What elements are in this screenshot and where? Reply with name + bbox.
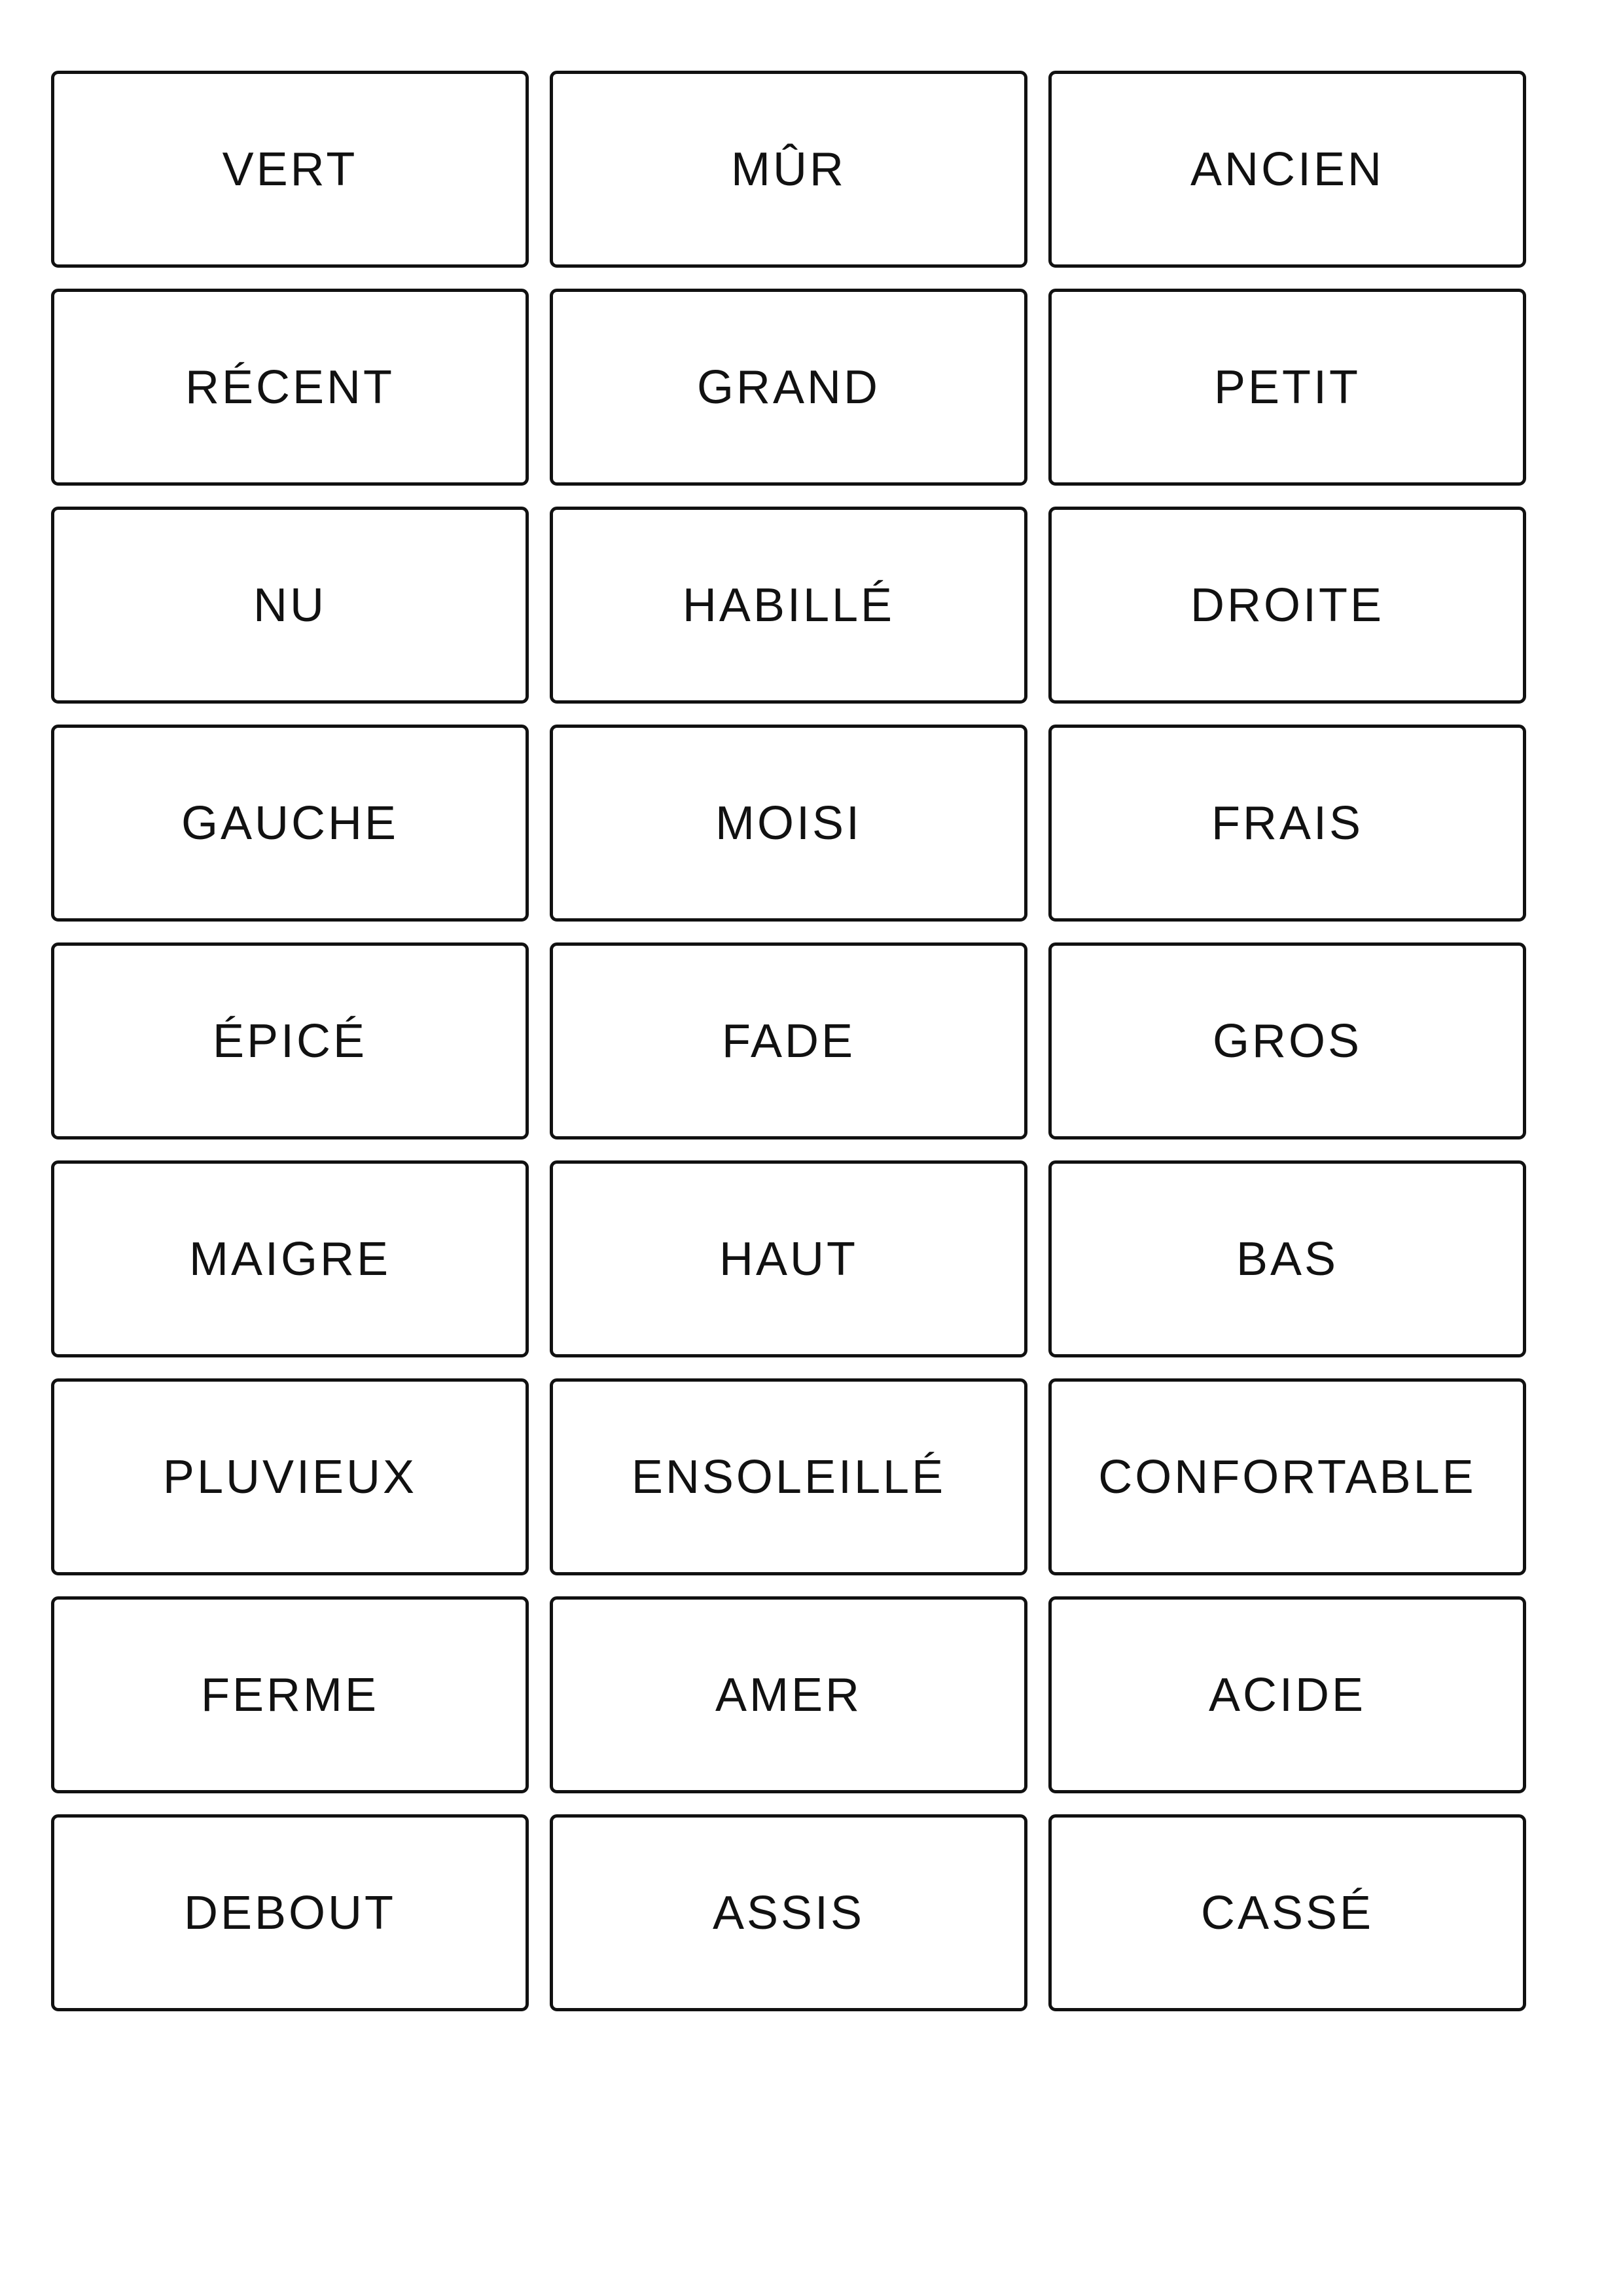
word-card [1048,71,1526,268]
word-card [51,942,529,1139]
word-card [51,1596,529,1793]
card-word: PLUVIEUX [162,1450,418,1503]
word-card [550,71,1027,268]
card-word: BAS [1236,1232,1339,1285]
card-word: ACIDE [1208,1668,1366,1721]
card-word: DROITE [1190,579,1384,632]
word-card [1048,1814,1526,2011]
word-card [1048,289,1526,486]
word-card-sheet [51,71,1537,2011]
word-card [1048,725,1526,922]
word-card [51,725,529,922]
word-card [550,1814,1027,2011]
word-card [51,1814,529,2011]
card-word: ENSOLEILLÉ [631,1450,946,1503]
word-card [550,1378,1027,1575]
word-card [1048,1596,1526,1793]
word-card [51,1378,529,1575]
card-word: GRAND [696,361,880,414]
word-card [1048,1378,1526,1575]
card-word: GROS [1212,1014,1363,1067]
word-card [51,507,529,704]
word-card [550,507,1027,704]
word-card [1048,942,1526,1139]
card-word: HABILLÉ [682,579,895,632]
card-word: ÉPICÉ [212,1014,368,1067]
word-card [550,725,1027,922]
word-card [550,942,1027,1139]
word-card [550,1596,1027,1793]
card-word: PETIT [1213,361,1361,414]
word-card [51,1160,529,1357]
card-word: CONFORTABLE [1098,1450,1476,1503]
card-word: MOISI [715,797,862,850]
card-word: AMER [715,1668,863,1721]
card-word: HAUT [719,1232,858,1285]
card-word: FADE [721,1014,856,1067]
card-word: NU [253,579,327,632]
word-card [1048,1160,1526,1357]
card-word: CASSÉ [1200,1886,1374,1939]
card-word: MÛR [731,143,846,196]
card-word: VERT [222,143,358,196]
card-word: RÉCENT [185,361,395,414]
word-card [1048,507,1526,704]
word-card [550,1160,1027,1357]
card-word: MAIGRE [188,1232,391,1285]
card-word: ANCIEN [1190,143,1385,196]
word-card [51,71,529,268]
card-word: DEBOUT [183,1886,397,1939]
card-word: FRAIS [1211,797,1364,850]
card-word: FERME [201,1668,379,1721]
word-card [550,289,1027,486]
word-card [51,289,529,486]
card-word: ASSIS [712,1886,865,1939]
card-word: GAUCHE [181,797,399,850]
